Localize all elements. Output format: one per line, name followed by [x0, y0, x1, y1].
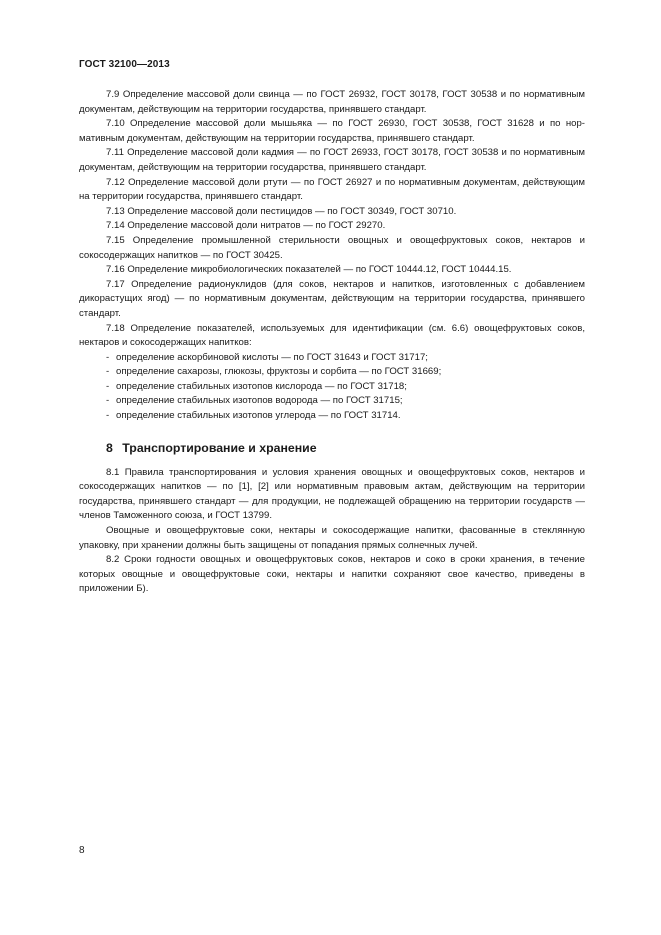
list-item-text: определение аскорбиновой кислоты — по ГОСТ 31643 и ГОСТ 31717; [116, 351, 428, 363]
page-header: ГОСТ 32100—2013 [79, 59, 170, 70]
list-item [79, 409, 585, 424]
list-item-text: определение сахарозы, глюкозы, фруктозы и сорбита — по ГОСТ 31669; [116, 366, 442, 378]
list-item [79, 394, 585, 409]
bullet-marker: - [106, 410, 110, 422]
bullet-marker: - [106, 366, 110, 378]
section-title: Транспортирование и хранение [122, 440, 317, 455]
storage-paragraph: Овощные и овощефруктовые соки, нектары и сокосодержащие напитки, фасованные в стеклянную упаковку, при хранении должны быть защищены от попадания прямых солнечных лучей. [79, 525, 585, 551]
list-item [79, 380, 585, 395]
clause-7-16: 7.16 Определение микробиологических показателей — по ГОСТ 10444.12, ГОСТ 10444.15. [106, 264, 512, 276]
list-item-text: определение стабильных изотопов водорода — по ГОСТ 31715; [116, 395, 403, 407]
page-number: 8 [79, 845, 85, 856]
clause-7-11: 7.11 Определение массовой доли кадмия — по ГОСТ 26933, ГОСТ 30178, ГОСТ 30538 и по нормативным документам, действующим на территории государства, принявшего стандарт. [79, 147, 585, 173]
list-item-text: определение стабильных изотопов кислорода — по ГОСТ 31718; [116, 380, 407, 392]
document-body [79, 88, 585, 597]
clause-7-17: 7.17 Определение радионуклидов (для соков, нектаров и напитков, изготовленных с добавлением дикорастущих ягод) — по нормативным документам, действующим на территории государства, принявшего стандарт. [79, 278, 585, 319]
list-item [79, 351, 585, 366]
bullet-marker: - [106, 395, 110, 407]
bullet-marker: - [106, 351, 110, 363]
clause-7-12: 7.12 Определение массовой доли ртути — по ГОСТ 26927 и по нормативным документам, действующим на территории государства, принявшего стандарт. [79, 176, 585, 203]
clause-7-10: 7.10 Определение массовой доли мышьяка — по ГОСТ 26930, ГОСТ 30538, ГОСТ 31628 и по нормативным документам, действующим на территории государства, принявшего стандарт. [79, 118, 585, 144]
bullet-marker: - [106, 380, 110, 392]
list-item-text: определение стабильных изотопов углерода — по ГОСТ 31714. [116, 410, 401, 422]
clause-7-14: 7.14 Определение массовой доли нитратов — по ГОСТ 29270. [106, 220, 386, 232]
clause-7-15: 7.15 Определение промышленной стерильности овощных и овощефруктовых соков, нектаров и сокосодержащих напитков — по ГОСТ 30425. [79, 234, 585, 261]
clause-7-9: 7.9 Определение массовой доли свинца — по ГОСТ 26932, ГОСТ 30178, ГОСТ 30538 и по нормативным документам, действующим на территории государства, принявшего стандарт. [79, 89, 585, 115]
list-item [79, 365, 585, 380]
clause-8-2: 8.2 Сроки годности овощных и овощефруктовых соков, нектаров и соко в сроки хранения, в течение которых овощные и овощефруктовые соки, нектары и напитки сохраняют свое качество, приведены в приложении Б). [79, 554, 585, 595]
clause-8-1: 8.1 Правила транспортирования и условия хранения овощных и овощефруктовых соков, нектаров и сокосодержащих напитков — по [1], [2] или нормативным правовым актам, действующим на территории государства, принявшего стандарт — для продукции, не подлежащей обращению на территории государств — членов Таможенного союза, и ГОСТ 13799. [79, 466, 585, 522]
identification-list [79, 351, 585, 424]
clause-7-13: 7.13 Определение массовой доли пестицидов — по ГОСТ 30349, ГОСТ 30710. [106, 205, 457, 217]
clause-7-18: 7.18 Определение показателей, используемых для идентификации (см. 6.6) овощефруктовых соков, нектаров и сокосодержащих напитков: [79, 322, 585, 349]
section-number: 8 [106, 440, 113, 455]
section-heading [106, 440, 585, 456]
